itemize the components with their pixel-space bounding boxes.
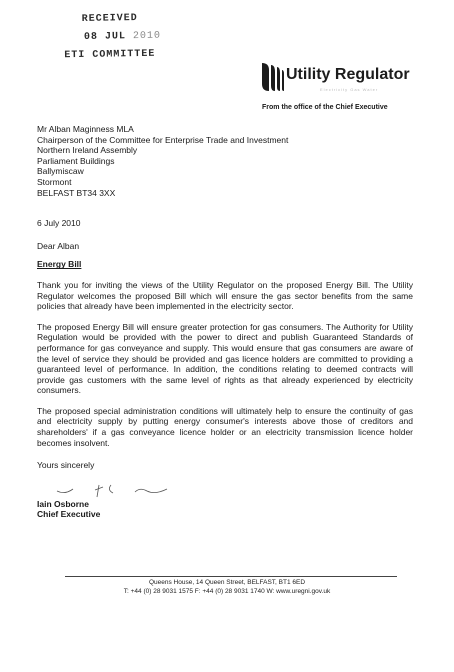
logo-mark-icon: [260, 62, 286, 92]
office-line: From the office of the Chief Executive: [262, 104, 388, 111]
closing: Yours sincerely: [37, 460, 95, 471]
utility-regulator-logo: [260, 62, 430, 98]
recipient-line: Chairperson of the Committee for Enterprise Trade and Investment: [37, 134, 289, 145]
recipient-line: Mr Alban Maginness MLA: [37, 124, 134, 134]
footer-address: Queens House, 14 Queen Street, BELFAST, BT1 6ED: [148, 579, 306, 586]
subject-heading: Energy Bill: [37, 259, 82, 270]
letter-date: 6 July 2010: [37, 218, 81, 229]
recipient-line: Northern Ireland Assembly: [37, 145, 138, 156]
stamp-date: [64, 29, 214, 45]
stamp-date-day: 08 JUL: [83, 31, 127, 43]
recipient-address: [37, 124, 413, 198]
stamp-committee: ETI COMMITTEE: [64, 48, 156, 62]
paragraph: Thank you for inviting the views of the Utility Regulator on the proposed Energy Bill. The Utility Regulator welcomes the proposed Bill which will ensure the gas sector benefits from the same policies that already have been implemented in the electricity sector.: [37, 279, 413, 312]
stamp-received: RECEIVED: [81, 13, 138, 25]
recipient-line: Parliament Buildings: [37, 155, 115, 166]
paragraph: The proposed Energy Bill will ensure greater protection for gas consumers. The Authority for Utility Regulation would be provided with the power to direct and publish Guaranteed Standards of performance for gas conveyance and supply. This would ensure that gas consumers are aware of the level of service they should be provided and gas licence holders are committed to providing a guaranteed level of performance. In addition, the conditions relating to deemed contracts will provide gas customers with the same level of rights as that already experienced by electricity consumers.: [37, 321, 413, 396]
footer: [0, 578, 454, 596]
letter-body: [37, 124, 413, 520]
recipient-line: BELFAST BT34 3XX: [37, 187, 116, 198]
signature-icon: [55, 475, 205, 499]
paragraph: The proposed special administration conditions will ultimately help to ensure the continuity of gas and electricity supply by putting energy consumer's interests above those of creditors and shareholders' if a gas conveyance licence holder or an electricity transmission licence holder becomes insolvent.: [37, 405, 413, 448]
recipient-line: Stormont: [37, 176, 72, 187]
footer-contact: T: +44 (0) 28 9031 1575 F: +44 (0) 28 9031 1740 W: www.uregni.gov.uk: [123, 588, 331, 595]
handwritten-signature: [37, 471, 413, 499]
signer-title: Chief Executive: [37, 509, 101, 520]
logo-org-name: Utility Regulator: [286, 66, 410, 83]
salutation: Dear Alban: [37, 240, 80, 251]
logo-tagline: Electricity Gas Water: [320, 87, 379, 92]
received-stamp: [64, 11, 215, 63]
stamp-date-year: 2010: [132, 30, 162, 43]
signer-name: Iain Osborne: [37, 498, 89, 509]
recipient-line: Ballymiscaw: [37, 166, 84, 177]
footer-divider: [65, 576, 397, 577]
